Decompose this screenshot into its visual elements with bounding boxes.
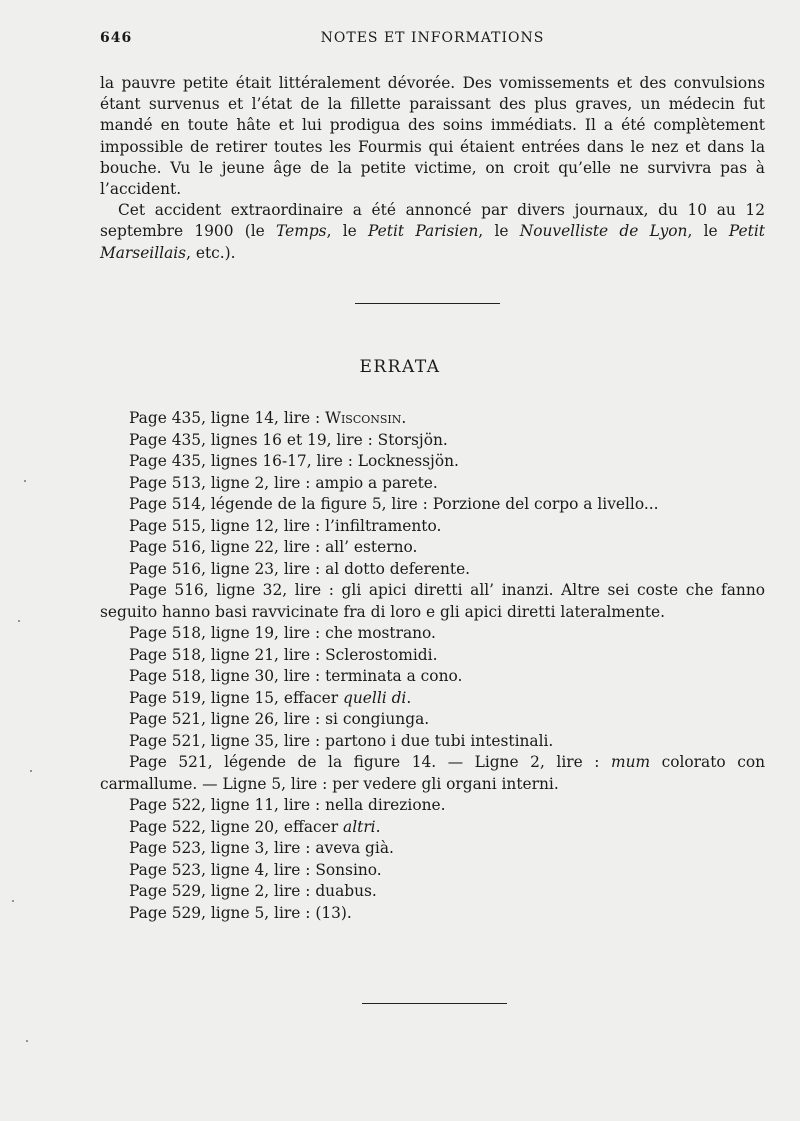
errata-italic: altri bbox=[343, 817, 376, 836]
errata-item: Page 529, ligne 2, lire : duabus. bbox=[129, 882, 377, 900]
page-header bbox=[100, 30, 765, 50]
newspaper-petit-parisien: Petit Parisien bbox=[368, 222, 479, 241]
scan-speck bbox=[12, 900, 14, 902]
errata-item: Page 523, ligne 4, lire : Sonsino. bbox=[129, 860, 382, 879]
errata-smallcaps: Wisconsin bbox=[325, 409, 402, 427]
newspaper-temps: Temps bbox=[276, 222, 327, 241]
errata-list bbox=[100, 408, 765, 924]
paragraph-2: Cet accident extraordinaire a été annoncé par divers journaux, du 10 au 12 septembre 1900 (le Temps, le Petit Parisien, le Nouvelliste de Lyon, le Petit Marseillais, etc.). bbox=[100, 201, 765, 262]
errata-item: Page 513, ligne 2, lire : ampio a parete. bbox=[129, 473, 438, 492]
errata-item: Page 435, lignes 16 et 19, lire : Storsjön. bbox=[129, 430, 448, 449]
errata-item: Page 516, ligne 22, lire : all’ esterno. bbox=[129, 538, 418, 556]
scan-speck bbox=[18, 620, 20, 622]
errata-item: Page 521, légende de la figure 14. — Ligne 2, lire : mum colorato con carmallume. — Ligne 5, lire : per vedere gli organi interni. bbox=[100, 753, 766, 793]
errata-item: Page 521, ligne 26, lire : si congiunga. bbox=[129, 710, 430, 728]
page-number: 646 bbox=[100, 30, 133, 46]
section-divider-top bbox=[355, 303, 500, 304]
errata-item: Page 529, ligne 5, lire : (13). bbox=[129, 903, 352, 922]
article-text bbox=[100, 73, 765, 264]
errata-italic: mum bbox=[610, 753, 651, 771]
scan-speck bbox=[26, 1040, 28, 1042]
newspaper-petit-marseillais: Petit Marseillais bbox=[100, 222, 765, 262]
errata-item: Page 522, ligne 11, lire : nella direzione. bbox=[129, 796, 446, 814]
scan-speck bbox=[30, 770, 32, 772]
errata-item: Page 518, ligne 19, lire : che mostrano. bbox=[129, 624, 436, 642]
errata-italic: quelli di bbox=[343, 688, 407, 707]
errata-item: Page 522, ligne 20, effacer altri. bbox=[129, 817, 381, 836]
errata-item: Page 515, ligne 12, lire : l’infiltramento. bbox=[129, 516, 442, 535]
errata-item: Page 523, ligne 3, lire : aveva già. bbox=[129, 839, 394, 857]
errata-item: Page 514, légende de la figure 5, lire : Porzione del corpo a livello... bbox=[129, 495, 659, 513]
section-divider-bottom bbox=[362, 1003, 507, 1004]
errata-item: Page 518, ligne 21, lire : Sclerostomidi. bbox=[129, 645, 438, 664]
running-title: NOTES ET INFORMATIONS bbox=[320, 30, 545, 46]
scan-speck bbox=[24, 480, 26, 482]
errata-item: Page 521, ligne 35, lire : partono i due tubi intestinali. bbox=[129, 731, 554, 750]
paragraph-1: la pauvre petite était littéralement dévorée. Des vomissements et des convulsions étant survenus et l’état de la fillette paraissant des plus graves, un médecin fut mandé en toute hâte et lui prodigua des soins immédiats. Il a été complètement impossible de retirer toutes les Fourmis qui étaient entrées dans le nez et dans la bouche. Vu le jeune âge de la petite victime, on croit qu’elle ne survivra pas à l’accident. bbox=[100, 74, 765, 199]
errata-item: Page 516, ligne 32, lire : gli apici diretti all’ inanzi. Altre sei coste che fanno seguito hanno basi ravvicinate fra di loro e gli apici diretti lateralmente. bbox=[100, 581, 765, 621]
errata-item: Page 518, ligne 30, lire : terminata a cono. bbox=[129, 667, 463, 685]
errata-heading: ERRATA bbox=[359, 357, 441, 377]
errata-item: Page 435, ligne 14, lire : Wisconsin. bbox=[129, 409, 407, 427]
newspaper-nouvelliste: Nouvelliste de Lyon bbox=[519, 222, 688, 241]
errata-item: Page 519, ligne 15, effacer quelli di. bbox=[129, 688, 412, 707]
errata-item: Page 435, lignes 16-17, lire : Locknessjön. bbox=[129, 452, 459, 470]
errata-item: Page 516, ligne 23, lire : al dotto deferente. bbox=[129, 559, 471, 578]
